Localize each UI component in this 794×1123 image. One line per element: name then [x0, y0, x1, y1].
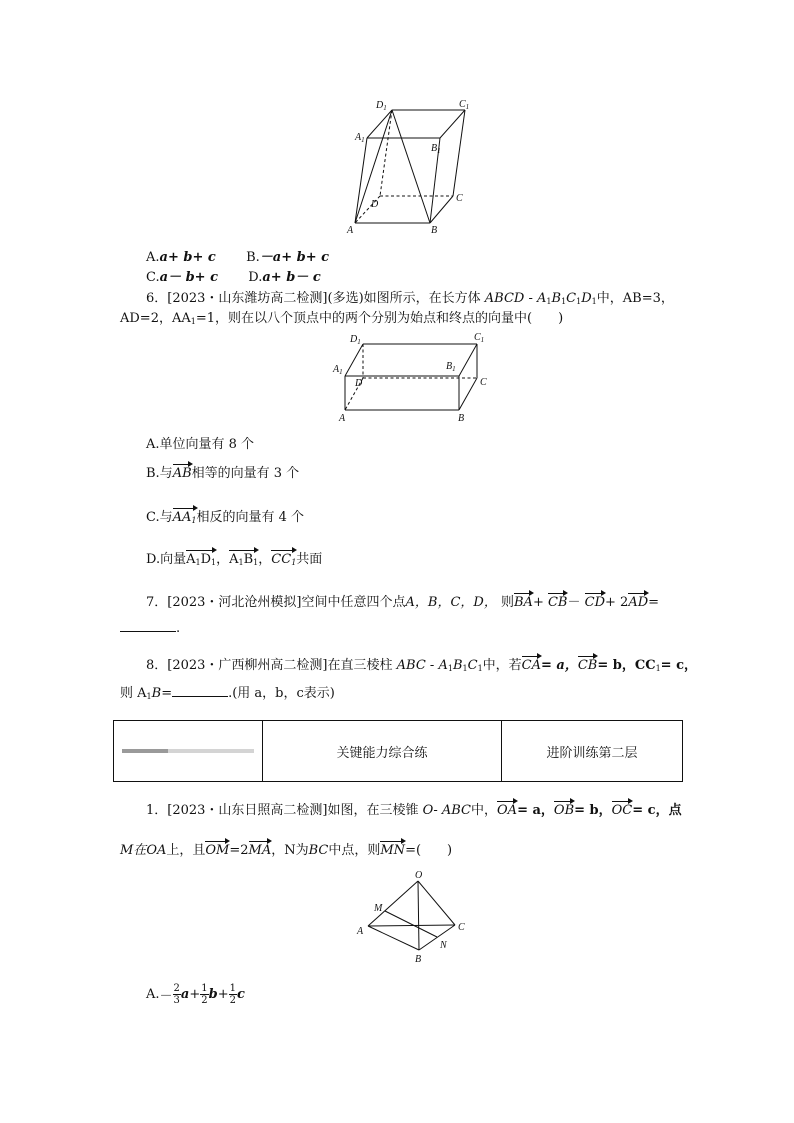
q6-option-d: D.向量$A_1D_1$，$A_1B_1$，$CC_1$共面	[146, 552, 323, 567]
q8-line2: 则 $A_1B=$ .(用 a，b，c表示)	[120, 686, 335, 701]
q6-line2: AD=2，$AA_1=1$，则在以八个顶点中的两个分别为始点和终点的向量中( )	[120, 311, 564, 326]
edge-B-C	[459, 378, 477, 410]
q7-answer-blank[interactable]: .	[120, 619, 180, 636]
label-C1: $C_1$	[459, 99, 470, 111]
edge-B-C	[419, 925, 455, 950]
q5-options-row1	[146, 246, 329, 265]
figure-parallelepiped	[340, 95, 490, 240]
q5-option-b-prefix: B.	[246, 250, 260, 265]
p1-line2: M在OA上，且OM=2MA，N为BC中点，则MN=( )	[120, 843, 453, 858]
fraction-1-2-c: $\frac{1}{2}$	[229, 983, 237, 1006]
vector-MN: MN	[380, 843, 406, 858]
vector-BA: BA	[513, 595, 533, 610]
q5-option-b: －a+ b+ c	[259, 250, 330, 265]
p1-option-a: A. － $\frac{2}{3}$ a + $\frac{1}{2}$ b + $\frac{1}{2}$ c	[146, 983, 245, 1006]
vector-AD: AD	[628, 595, 649, 610]
q8-line1: 8．[2023・广西柳州高二检测]在直三棱柱 ABC - $A_1B_1C_1$中，若CA= a，CB= b，$CC_1= c$，	[146, 658, 697, 673]
q8-answer-blank[interactable]	[172, 684, 228, 697]
vector-A1D1: $A_1D_1$	[186, 552, 217, 567]
label-A: A	[357, 926, 364, 937]
q6-option-c: C.与$AA_1$相反的向量有 4 个	[146, 510, 305, 525]
label-M: M	[374, 903, 383, 914]
label-D: D	[371, 199, 379, 210]
q6-number: 6．	[146, 291, 168, 306]
edge-A1-D1	[345, 344, 363, 376]
label-B: B	[415, 954, 422, 965]
section-title: 关键能力综合练	[263, 721, 502, 782]
q5-options-row2	[146, 266, 321, 285]
label-B1: $B_1$	[446, 361, 456, 373]
vector-AB: AB	[172, 466, 192, 481]
label-B1: $B_1$	[431, 143, 441, 155]
vector-CA: CA	[521, 658, 542, 673]
diag-D1-B	[392, 110, 430, 223]
section-progress-bar	[122, 749, 254, 753]
q5-option-a-prefix: A.	[146, 250, 160, 265]
label-C: C	[480, 377, 487, 388]
section-progress-fill	[122, 749, 168, 753]
vector-MA: MA	[248, 843, 272, 858]
label-A: A	[339, 413, 346, 424]
vector-A1B1: $A_1B_1$	[229, 552, 259, 567]
label-D: D	[355, 378, 363, 389]
label-C1: $C_1$	[474, 332, 485, 344]
q6-option-a: A.单位向量有 8 个	[146, 437, 255, 452]
label-O: O	[415, 870, 423, 881]
vector-CB: CB	[577, 658, 598, 673]
label-C: C	[456, 193, 463, 204]
section-progress-cell	[114, 721, 263, 782]
label-D1: $D_1$	[376, 100, 387, 112]
vector-OB: OB	[553, 803, 575, 818]
vector-CC1: $CC_1$	[271, 552, 297, 567]
label-D1: $D_1$	[350, 334, 361, 346]
vector-OA: OA	[497, 803, 518, 818]
figure-rectangular-box	[330, 330, 495, 425]
label-A: A	[347, 225, 354, 236]
label-B: B	[431, 225, 438, 236]
q5-option-c: a－ b+ c	[159, 270, 218, 285]
edge-C1-C	[453, 110, 465, 196]
edge-A1-A	[355, 138, 367, 223]
edge-B-C	[430, 196, 453, 223]
vector-CB: CB	[547, 595, 568, 610]
edge-D1-D	[380, 110, 392, 196]
section-level: 进阶训练第二层	[502, 721, 683, 782]
label-C: C	[458, 922, 465, 933]
label-A1: $A_1$	[333, 364, 343, 376]
vector-OC: OC	[611, 803, 633, 818]
q7-line1: 7．[2023・河北沧州模拟]空间中任意四个点A，B，C，D， 则BA+ CB－ CD+ 2AD=	[146, 595, 660, 610]
fraction-1-2-b: $\frac{1}{2}$	[201, 983, 208, 1006]
q6-source: [2023・山东潍坊高二检测](多选)如图所示，在长方体	[167, 291, 481, 306]
section-header	[113, 720, 683, 782]
edge-O-B	[418, 881, 419, 950]
edge-C1-B1	[459, 344, 477, 376]
label-B: B	[458, 413, 465, 424]
q6-option-b: B.与AB相等的向量有 3 个	[146, 466, 300, 481]
q5-option-d: a+ b－ c	[262, 270, 321, 285]
p1-line1: 1．[2023・山东日照高二检测]如图，在三棱锥 O- ABC中，OA= a，OB= b，OC= c，点	[146, 803, 682, 818]
vector-CD: CD	[584, 595, 606, 610]
edge-A-B	[368, 926, 419, 950]
label-A1: $A_1$	[355, 132, 365, 144]
vector-OM: OM	[205, 843, 230, 858]
label-N: N	[440, 940, 447, 951]
edge-A-C	[368, 925, 455, 926]
q5-option-d-prefix: D.	[248, 270, 263, 285]
segment-M-N	[385, 911, 437, 937]
edge-O-C	[418, 881, 455, 925]
q5-option-c-prefix: C.	[146, 270, 160, 285]
figure-tetrahedron	[350, 868, 475, 968]
vector-AA1: $AA_1$	[172, 510, 197, 525]
fraction-2-3: $\frac{2}{3}$	[173, 983, 180, 1006]
q6-line1: 6．[2023・山东潍坊高二检测](多选)如图所示，在长方体 ABCD - $A_1B_1C_1D_1$中，AB=3，	[146, 291, 674, 306]
q5-option-a: a+ b+ c	[159, 250, 216, 265]
